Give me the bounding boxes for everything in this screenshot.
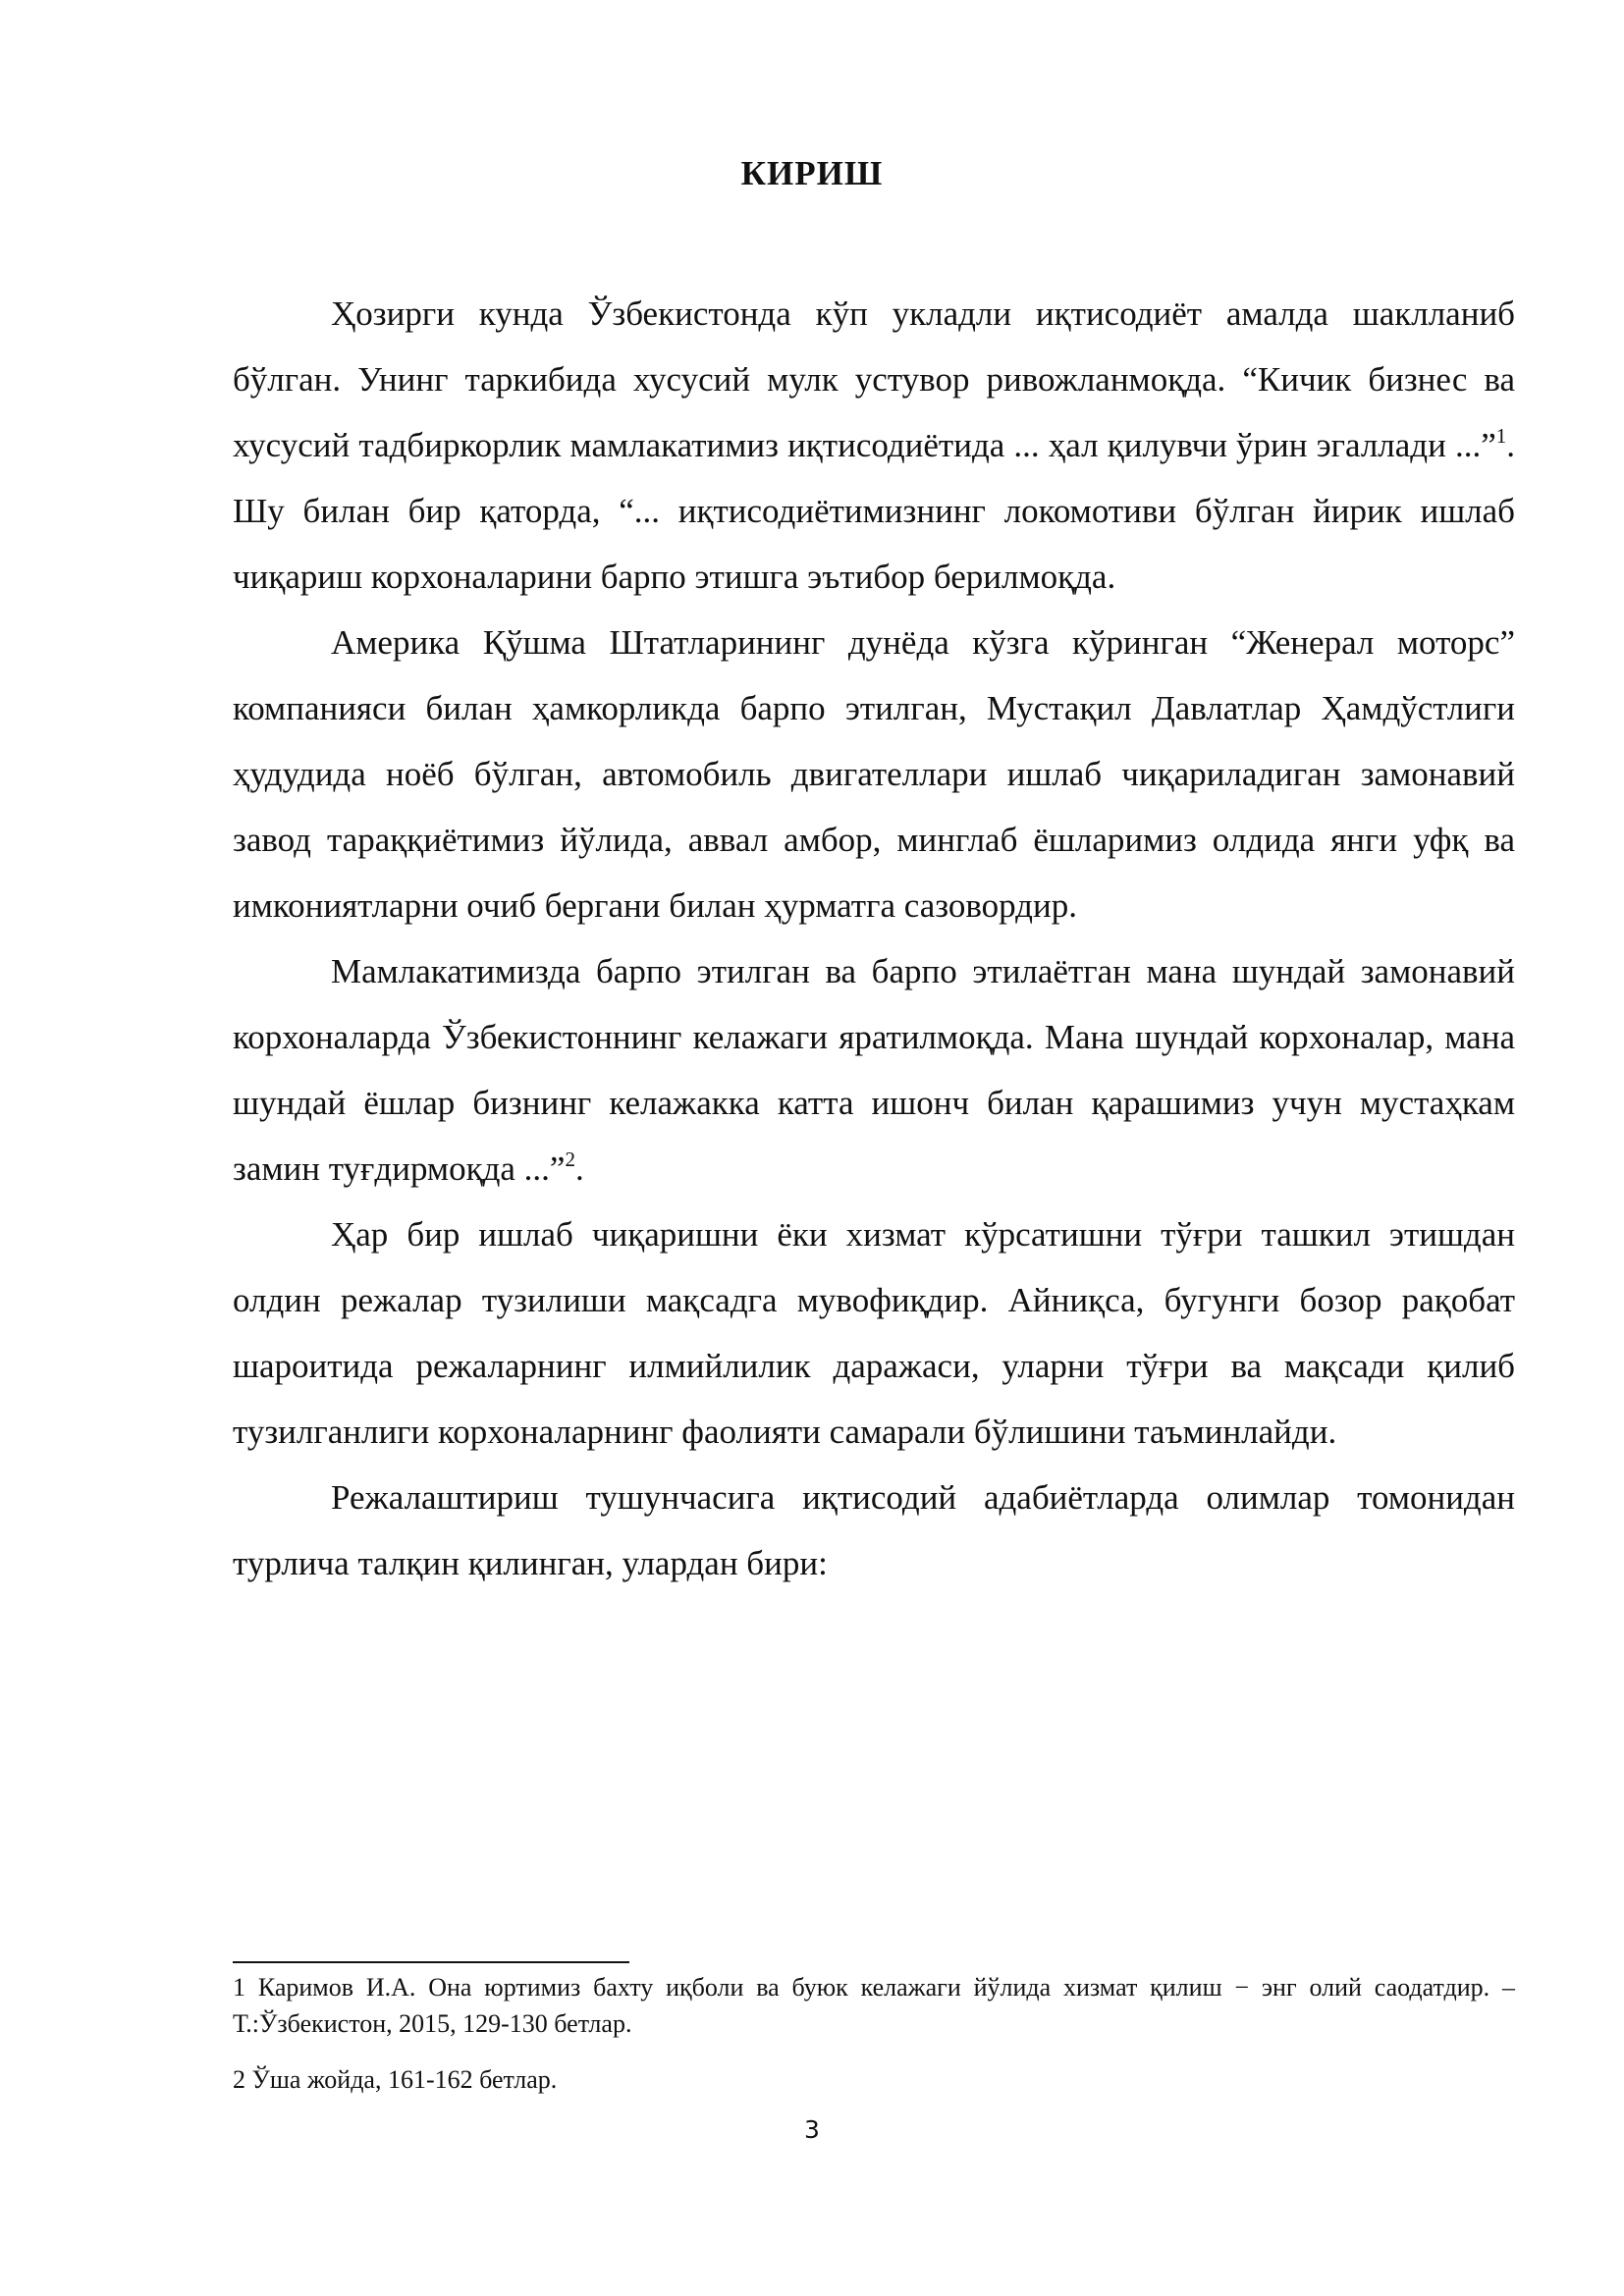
footnote-1: 1 Каримов И.А. Она юртимиз бахту иқболи ва буюк келажаги йўлида хизмат қилиш − энг олий саодатдир. –Т.:Ўзбекистон, 2015, 129-130 бетлар. (233, 1973, 1515, 2038)
paragraph-1 (233, 281, 1515, 610)
section-title: КИРИШ (740, 154, 884, 192)
footnote-ref-1[interactable]: 1 (1495, 424, 1507, 448)
footnotes (233, 1969, 1515, 2117)
paragraph-1-text: Ҳозирги кунда Ўзбекистонда кўп укладли иқтисодиёт амалда шаклланиб бўлган. Унинг таркибида хусусий мулк устувор ривожланмоқда. “Кичик бизнес ва хусусий тадбиркорлик мамлакатимиз иқтисодиётида ... ҳал қилувчи ўрин эгаллади ...” (233, 294, 1515, 464)
paragraph-3-text: Мамлакатимизда барпо этилган ва барпо этилаётган мана шундай замонавий корхоналарда Ўзбекистоннинг келажаги яратилмоқда. Мана шундай корхоналар, мана шундай ёшлар бизнинг келажакка катта ишонч билан қарашимиз учун мустаҳкам замин туғдирмоқда ...” (233, 952, 1515, 1188)
paragraph-3-continuation: . (574, 1149, 584, 1188)
paragraph-2: Америка Қўшма Штатларининг дунёда кўзга кўринган “Женерал моторс” компанияси билан ҳамкорликда барпо этилган, Мустақил Давлатлар Ҳамдўстлиги ҳудудида ноёб бўлган, автомобиль двигателлари ишлаб чиқариладиган замонавий завод тараққиётимиз йўлида, аввал амбор, минглаб ёшларимиз олдида янги уфқ ва имкониятларни очиб бергани билан ҳурматга сазовордир. (233, 623, 1515, 925)
paragraph-3 (233, 938, 1515, 1201)
footnote-separator (233, 1961, 629, 1963)
paragraph-1-continuation: . Шу билан бир қаторда, “... иқтисодиётимизнинг локомотиви бўлган йирик ишлаб чиқариш корхоналарини барпо этишга эътибор берилмоқда. (233, 426, 1515, 596)
footnote-ref-2[interactable]: 2 (565, 1148, 575, 1171)
body-text (233, 281, 1515, 1596)
footnote-2: 2 Ўша жойда, 161-162 бетлар. (233, 2065, 558, 2094)
page-number: 3 (804, 2115, 820, 2144)
paragraph-4: Ҳар бир ишлаб чиқаришни ёки хизмат кўрсатишни тўғри ташкил этишдан олдин режалар тузилиши мақсадга мувофиқдир. Айниқса, бугунги бозор рақобат шароитида режаларнинг илмийлилик даражаси, уларни тўғри ва мақсади қилиб тузилганлиги корхоналарнинг фаолияти самарали бўлишини таъминлайди. (233, 1215, 1515, 1451)
paragraph-5: Режалаштириш тушунчасига иқтисодий адабиётларда олимлар томонидан турлича талқин қилинган, улардан бири: (233, 1478, 1515, 1582)
